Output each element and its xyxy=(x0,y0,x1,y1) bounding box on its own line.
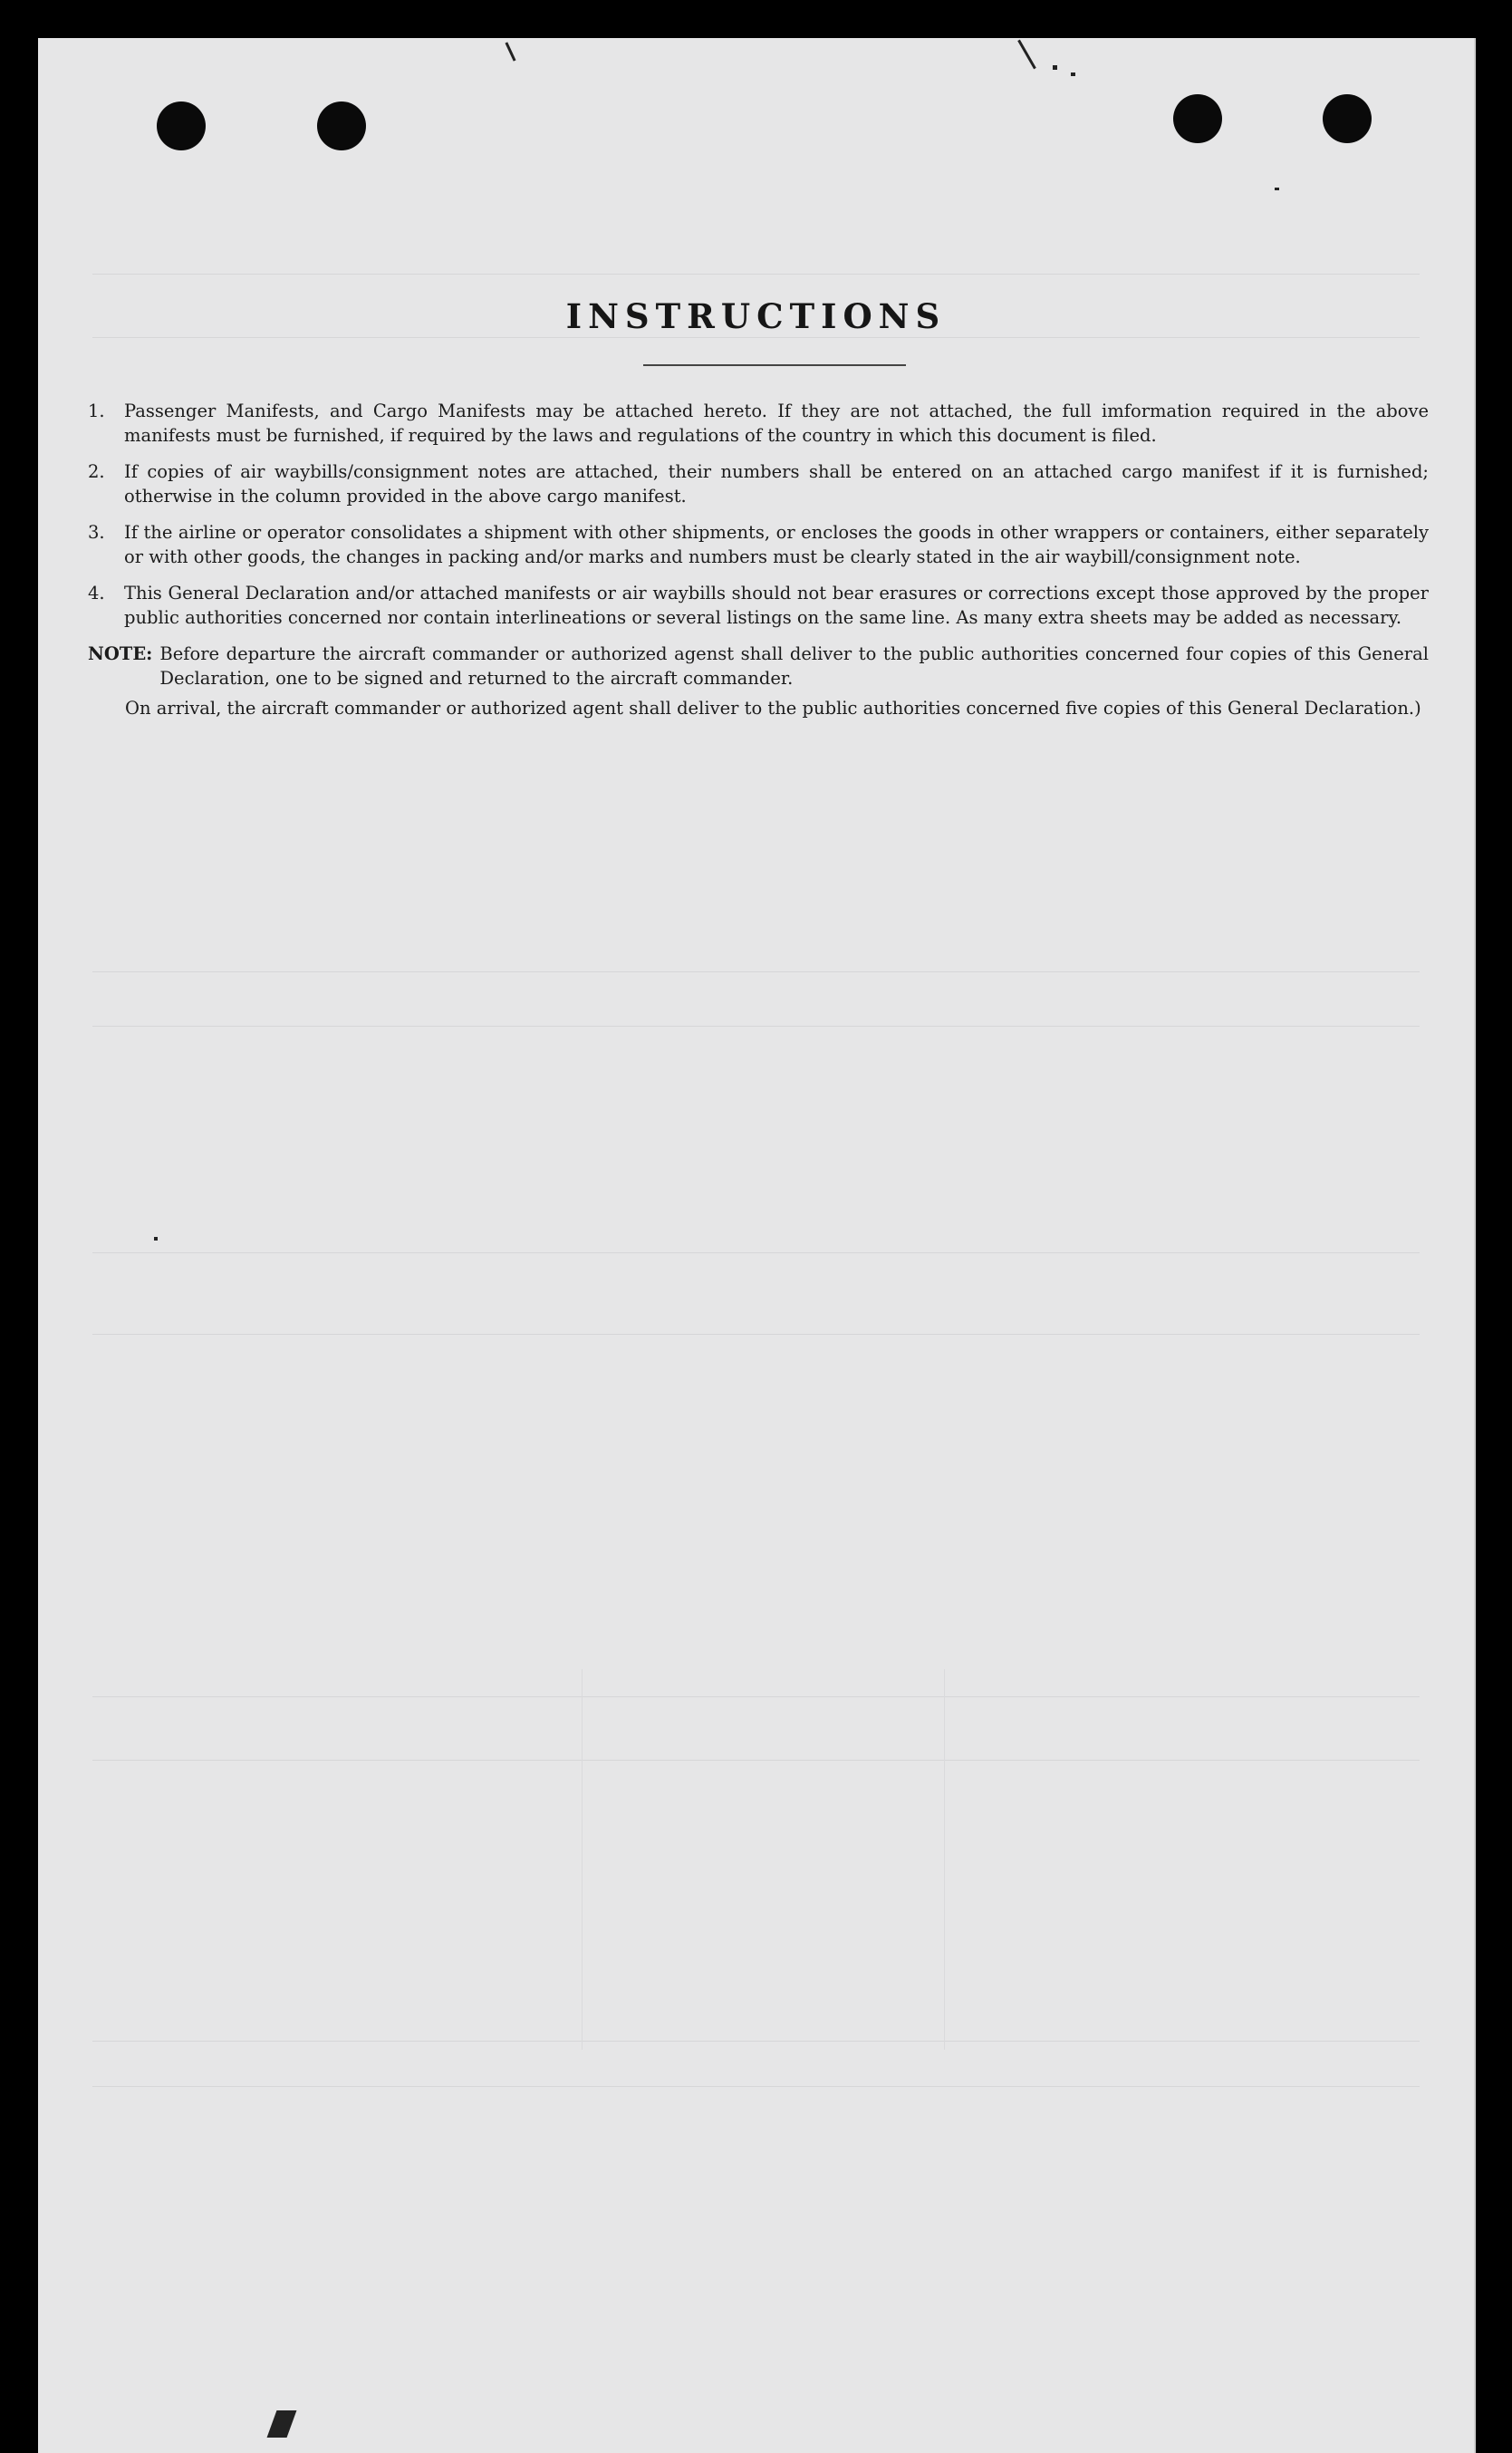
bleed-through-line xyxy=(92,2041,1420,2042)
bleed-through-line xyxy=(92,337,1420,338)
scan-speck xyxy=(1071,72,1075,76)
bleed-through-line xyxy=(582,1669,583,2050)
note-continuation: On arrival, the aircraft commander or authorized agent shall deliver to the public authorities concerned five copies of this General Declaration.) xyxy=(125,698,1421,719)
scan-speck xyxy=(1053,65,1057,70)
bleed-through-line xyxy=(92,1026,1420,1027)
bleed-through-line xyxy=(92,971,1420,972)
item-number: 2. xyxy=(88,461,105,482)
scan-speck xyxy=(154,1237,158,1241)
item-text: Passenger Manifests, and Cargo Manifests may be attached hereto. If they are not attached, the full imformation required in the above manifests must be furnished, if required by the laws and regulations of the country in which this document is filed. xyxy=(124,401,1429,446)
instruction-item xyxy=(88,581,1429,630)
scan-speck xyxy=(505,42,515,61)
item-text: If copies of air waybills/consignment notes are attached, their numbers shall be entered on an attached cargo manifest if it is furnished; otherwise in the column provided in the above cargo manifest. xyxy=(124,461,1429,507)
punch-hole xyxy=(157,101,206,150)
punch-hole xyxy=(317,101,366,150)
punch-hole xyxy=(1173,94,1222,143)
title-underline xyxy=(643,364,906,366)
item-text: This General Declaration and/or attached manifests or air waybills should not bear erasures or corrections except those approved by the proper public authorities concerned nor contain interlineations or several listings on the same line. As many extra sheets may be added as necessary. xyxy=(124,583,1429,628)
page-title: INSTRUCTIONS xyxy=(565,296,947,336)
bleed-through-line xyxy=(92,1252,1420,1253)
instruction-item xyxy=(88,459,1429,508)
scan-speck xyxy=(1275,188,1279,190)
bleed-through-line xyxy=(92,2086,1420,2087)
document-sheet xyxy=(38,38,1476,2453)
bleed-through-line xyxy=(92,1696,1420,1697)
bleed-through-line xyxy=(944,1669,945,2050)
item-text: If the airline or operator consolidates a shipment with other shipments, or encloses the goods in other wrappers or containers, either separately or with other goods, the changes in packing and/or marks and numbers must be clearly stated in the air waybill/consignment note. xyxy=(124,522,1429,567)
scan-speck xyxy=(1017,40,1036,70)
item-number: 1. xyxy=(88,401,105,421)
note-text: Before departure the aircraft commander or authorized agenst shall deliver to the public authorities concerned four copies of this General Declaration, one to be signed and returned to the aircraft commander. xyxy=(159,643,1429,689)
instruction-item xyxy=(88,520,1429,569)
bleed-through-line xyxy=(92,274,1420,275)
item-number: 3. xyxy=(88,522,105,543)
note-paragraph xyxy=(88,642,1429,691)
instruction-item xyxy=(88,399,1429,448)
bleed-through-line xyxy=(92,1760,1420,1761)
bleed-through-line xyxy=(92,1334,1420,1335)
instructions-body xyxy=(88,399,1429,720)
punch-hole xyxy=(1323,94,1372,143)
note-label: NOTE: xyxy=(88,643,153,664)
item-number: 4. xyxy=(88,583,105,604)
